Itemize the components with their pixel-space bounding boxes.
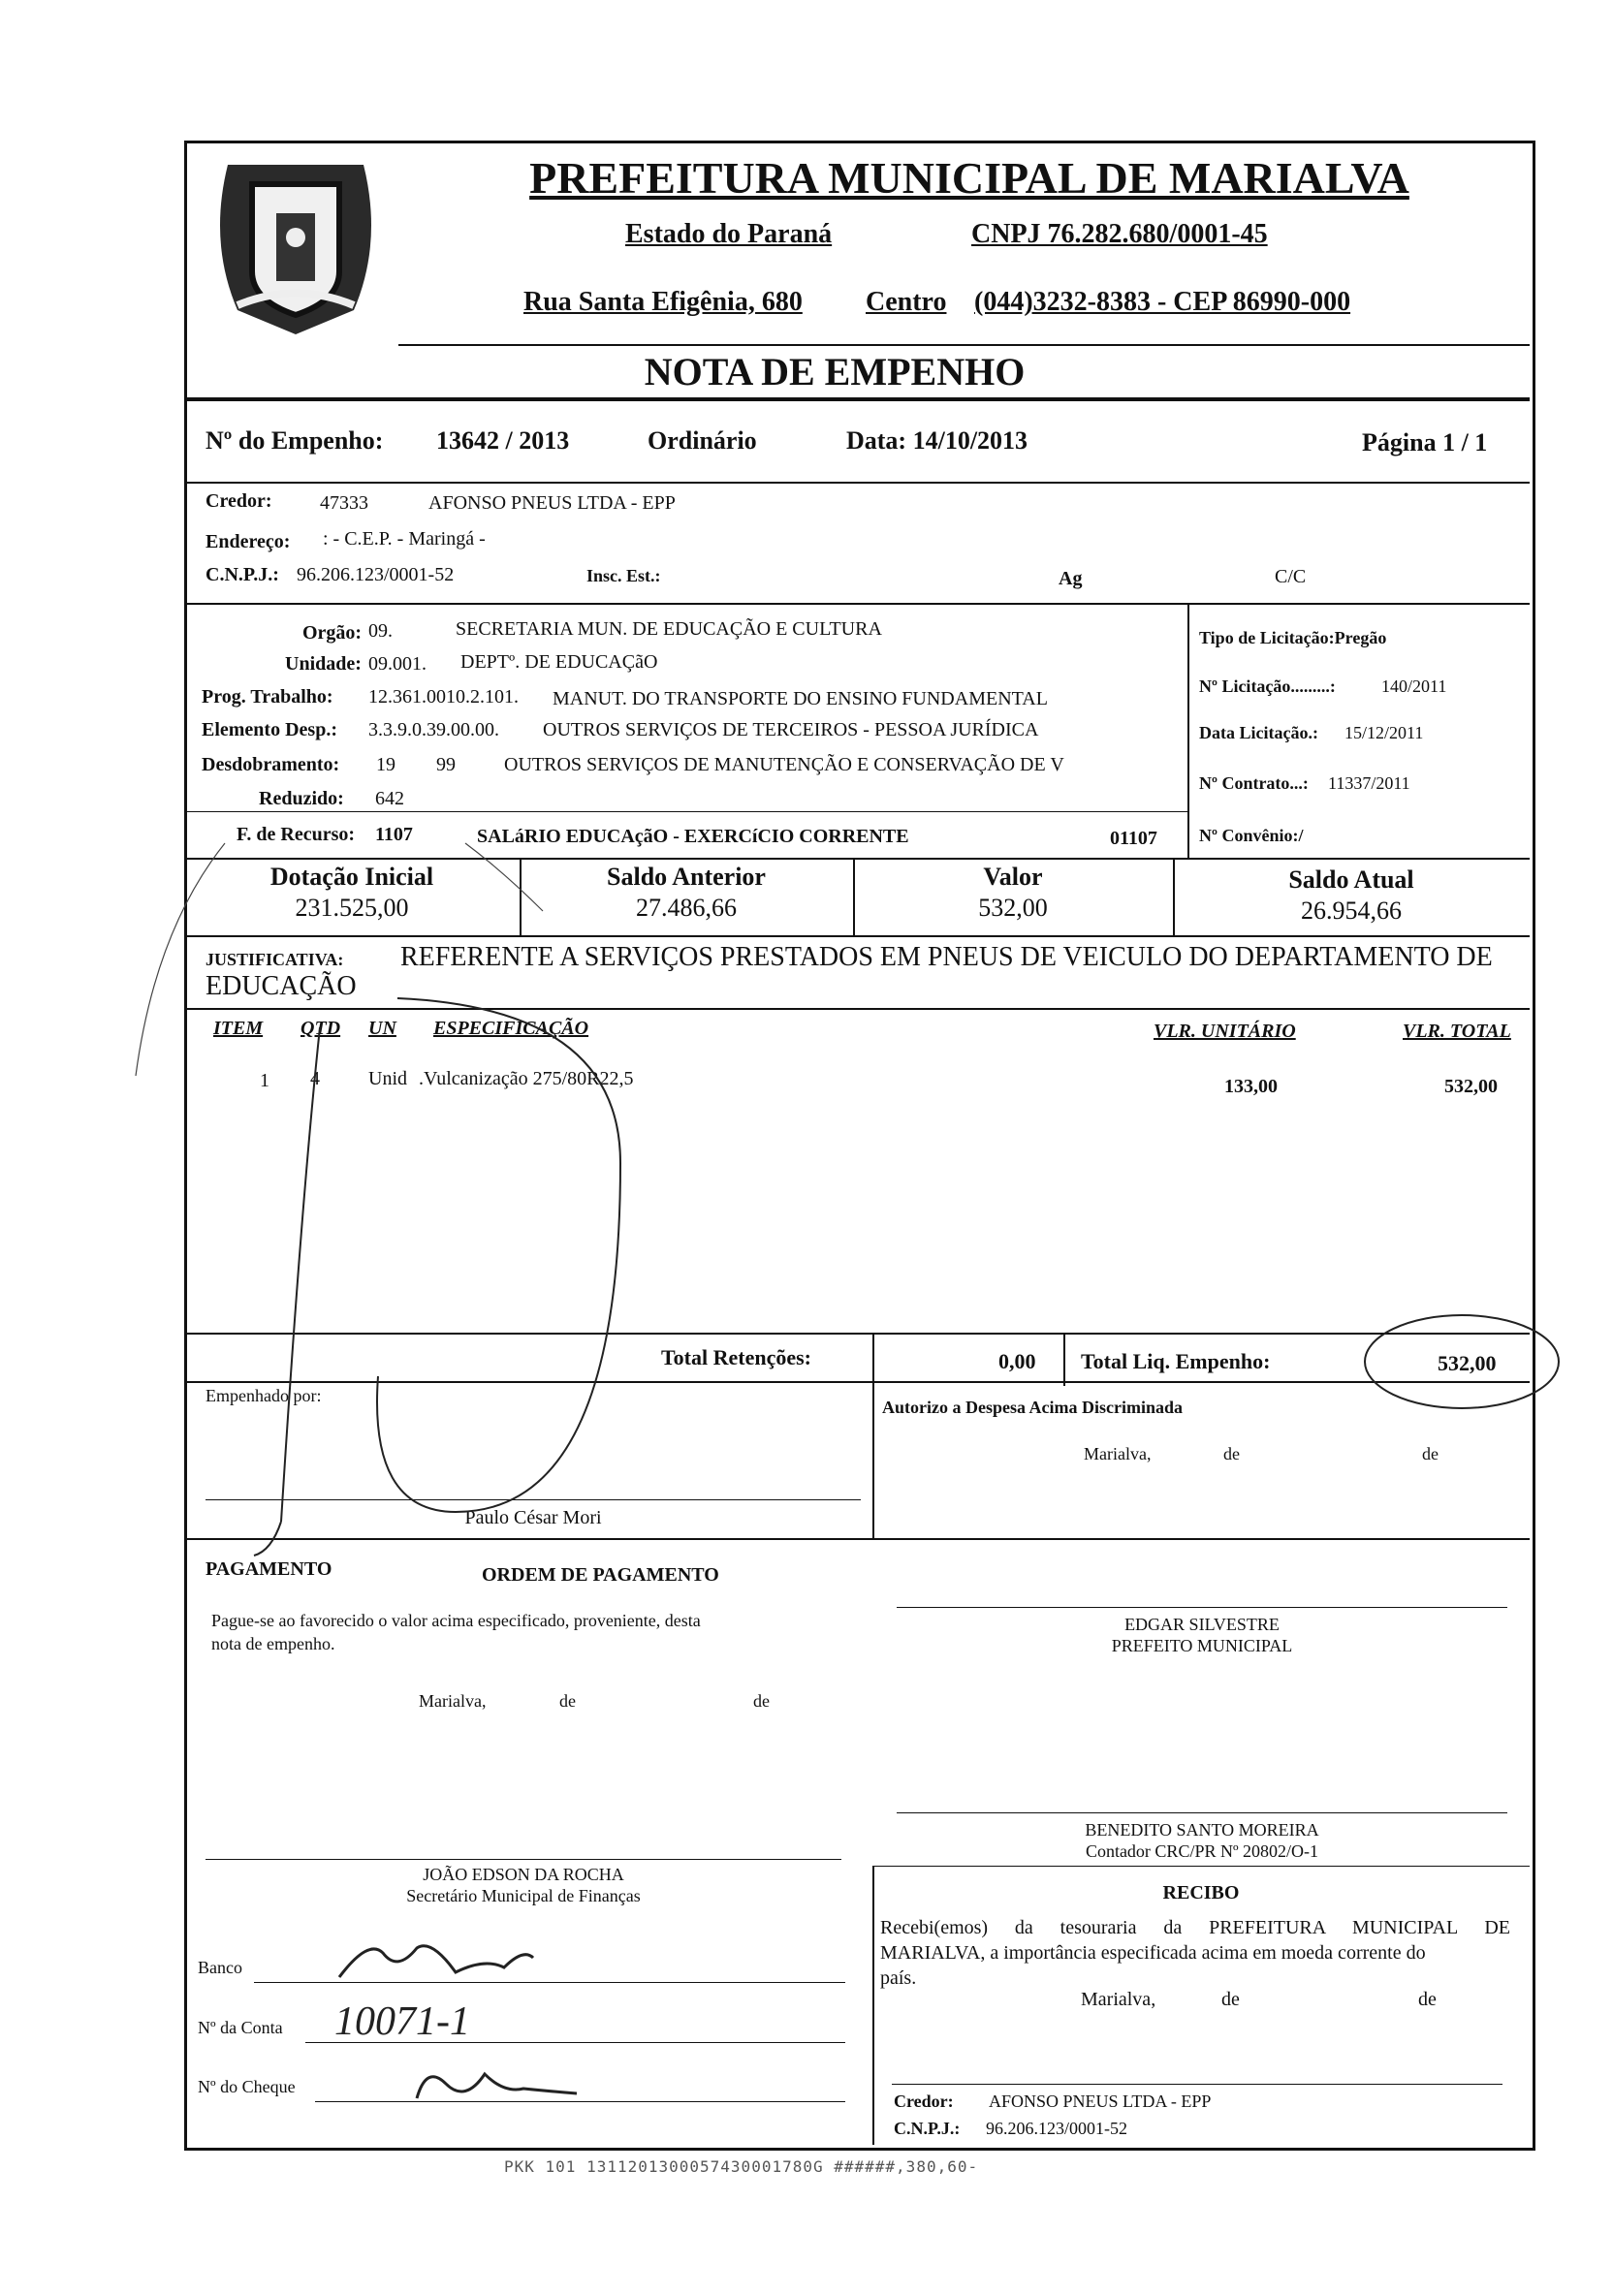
tipo-licitacao: Tipo de Licitação:Pregão bbox=[1199, 628, 1387, 647]
total-retencoes-value: 0,00 bbox=[998, 1349, 1036, 1373]
header-cnpj: CNPJ 76.282.680/0001-45 bbox=[971, 219, 1268, 249]
prog-code: 12.361.0010.2.101. bbox=[368, 686, 519, 708]
convenio: Nº Convênio:/ bbox=[1199, 826, 1304, 845]
col-qtd: QTD bbox=[300, 1018, 341, 1039]
doc-title: NOTA DE EMPENHO bbox=[644, 350, 1026, 393]
recibo-label: RECIBO bbox=[1162, 1882, 1240, 1903]
elemento-name: OUTROS SERVIÇOS DE TERCEIROS - PESSOA JURÍDICA bbox=[543, 719, 1039, 740]
unidade-code: 09.001. bbox=[368, 653, 427, 675]
empenhado-label: Empenhado por: bbox=[206, 1386, 322, 1405]
recibo-cnpj-label: C.N.P.J.: bbox=[894, 2119, 961, 2138]
reduzido-value: 642 bbox=[375, 788, 404, 809]
pague-line1: Pague-se ao favorecido o valor acima especificado, proveniente, desta bbox=[211, 1611, 701, 1630]
row-item: 1 bbox=[260, 1070, 269, 1091]
header-phone-cep: (044)3232-8383 - CEP 86990-000 bbox=[974, 287, 1351, 317]
pagamento-city: Marialva, bbox=[419, 1691, 487, 1711]
autorizo-text: Autorizo a Despesa Acima Discriminada bbox=[882, 1398, 1183, 1417]
prog-name: MANUT. DO TRANSPORTE DO ENSINO FUNDAMENTAL bbox=[553, 688, 1048, 709]
desdob-name: OUTROS SERVIÇOS DE MANUTENÇÃO E CONSERVAÇÃO DE V bbox=[504, 754, 1064, 775]
recurso-label: F. de Recurso: bbox=[237, 824, 356, 845]
banco-label: Banco bbox=[198, 1958, 242, 1977]
insc-est-label: Insc. Est.: bbox=[586, 566, 661, 585]
row-spec: .Vulcanização 275/80R22,5 bbox=[419, 1068, 634, 1089]
row-total-value: 532,00 bbox=[1444, 1076, 1498, 1097]
credor-cnpj-label: C.N.P.J.: bbox=[206, 564, 279, 585]
desdob-code1: 19 bbox=[376, 754, 395, 775]
total-liquido-value: 532,00 bbox=[1438, 1351, 1497, 1375]
header-state: Estado do Paraná bbox=[625, 219, 833, 249]
header-title: PREFEITURA MUNICIPAL DE MARIALVA bbox=[529, 153, 1409, 203]
credor-name: AFONSO PNEUS LTDA - EPP bbox=[428, 492, 676, 514]
dotacao-label: Dotação Inicial bbox=[269, 863, 434, 891]
header-district: Centro bbox=[866, 287, 947, 317]
conta-label: Nº da Conta bbox=[198, 2018, 283, 2037]
recurso-code2: 01107 bbox=[1110, 828, 1157, 849]
desdob-label: Desdobramento: bbox=[202, 754, 340, 775]
recibo-line2: MARIALVA, a importância especificada acima em moeda corrente do bbox=[880, 1942, 1426, 1964]
saldo-atual-value: 26.954,66 bbox=[1301, 896, 1402, 925]
prefeito-role: PREFEITO MUNICIPAL bbox=[1111, 1636, 1293, 1655]
reduzido-label: Reduzido: bbox=[259, 788, 344, 809]
empenho-page: Página 1 / 1 bbox=[1362, 428, 1488, 456]
pagamento-de-2: de bbox=[753, 1691, 770, 1711]
cc-label: C/C bbox=[1275, 566, 1307, 587]
empenho-number-label: Nº do Empenho: bbox=[206, 426, 384, 455]
licitacao-date: 15/12/2011 bbox=[1344, 723, 1424, 742]
empenho-number: 13642 / 2013 bbox=[436, 426, 570, 455]
dotacao-value: 231.525,00 bbox=[295, 894, 409, 922]
recibo-de-1: de bbox=[1221, 1989, 1240, 2010]
recibo-line3: país. bbox=[880, 1967, 917, 1989]
col-item: ITEM bbox=[213, 1018, 264, 1039]
row-unit-value: 133,00 bbox=[1224, 1076, 1278, 1097]
prog-label: Prog. Trabalho: bbox=[202, 686, 333, 708]
contador-role: Contador CRC/PR Nº 20802/O-1 bbox=[1085, 1841, 1319, 1861]
pagamento-label: PAGAMENTO bbox=[206, 1558, 332, 1580]
elemento-code: 3.3.9.0.39.00.00. bbox=[368, 719, 499, 740]
orgao-name: SECRETARIA MUN. DE EDUCAÇÃO E CULTURA bbox=[456, 618, 882, 640]
cheque-label: Nº do Cheque bbox=[198, 2077, 296, 2096]
contrato-label: Nº Contrato...: bbox=[1199, 773, 1309, 793]
recibo-credor-name: AFONSO PNEUS LTDA - EPP bbox=[989, 2092, 1212, 2111]
footer-code: PKK 101 1311201300057430001780G ######,380,60- bbox=[504, 2157, 979, 2176]
contador-name: BENEDITO SANTO MOREIRA bbox=[1085, 1820, 1319, 1840]
credor-code: 47333 bbox=[320, 492, 368, 514]
saldo-anterior-label: Saldo Anterior bbox=[607, 863, 766, 891]
autorizo-city: Marialva, bbox=[1084, 1444, 1152, 1463]
secretario-role: Secretário Municipal de Finanças bbox=[406, 1886, 641, 1905]
orgao-label: Orgão: bbox=[302, 622, 363, 644]
col-un: UN bbox=[368, 1018, 396, 1039]
header-street: Rua Santa Efigênia, 680 bbox=[523, 287, 803, 317]
empenho-type: Ordinário bbox=[648, 426, 757, 455]
ag-label: Ag bbox=[1059, 568, 1083, 589]
row-qtd: 4 bbox=[310, 1068, 320, 1089]
credor-cnpj: 96.206.123/0001-52 bbox=[297, 564, 455, 585]
autorizo-de-2: de bbox=[1422, 1444, 1439, 1463]
saldo-atual-label: Saldo Atual bbox=[1288, 865, 1414, 894]
row-un: Unid bbox=[368, 1068, 407, 1089]
empenho-date: Data: 14/10/2013 bbox=[846, 426, 1028, 455]
ordem-pagamento-label: ORDEM DE PAGAMENTO bbox=[482, 1564, 719, 1586]
address-value: : - C.E.P. - Maringá - bbox=[323, 528, 486, 550]
recurso-name: SALáRIO EDUCAçãO - EXERCíCIO CORRENTE bbox=[477, 826, 909, 847]
col-spec: ESPECIFICAÇÃO bbox=[433, 1018, 589, 1039]
justificativa-line2: EDUCAÇÃO bbox=[206, 971, 357, 1001]
unidade-name: DEPTº. DE EDUCAÇãO bbox=[460, 651, 658, 673]
total-liquido-label: Total Liq. Empenho: bbox=[1081, 1349, 1271, 1373]
recibo-cnpj: 96.206.123/0001-52 bbox=[986, 2119, 1127, 2138]
autorizo-de-1: de bbox=[1223, 1444, 1240, 1463]
elemento-label: Elemento Desp.: bbox=[202, 719, 337, 740]
valor-label: Valor bbox=[983, 863, 1043, 891]
recibo-credor-label: Credor: bbox=[894, 2092, 954, 2111]
desdob-code2: 99 bbox=[436, 754, 456, 775]
licitacao-number-label: Nº Licitação.........: bbox=[1199, 676, 1336, 696]
valor-value: 532,00 bbox=[978, 894, 1048, 922]
justificativa-line1: REFERENTE A SERVIÇOS PRESTADOS EM PNEUS DE VEICULO DO DEPARTAMENTO DE bbox=[400, 942, 1493, 972]
total-retencoes-label: Total Retenções: bbox=[661, 1345, 811, 1369]
recibo-de-2: de bbox=[1418, 1989, 1437, 2010]
prefeito-name: EDGAR SILVESTRE bbox=[1124, 1615, 1280, 1634]
justificativa-label: JUSTIFICATIVA: bbox=[206, 950, 344, 969]
secretario-name: JOÃO EDSON DA ROCHA bbox=[423, 1865, 624, 1884]
address-label: Endereço: bbox=[206, 531, 291, 552]
col-unit-value: VLR. UNITÁRIO bbox=[1154, 1021, 1296, 1042]
licitacao-number: 140/2011 bbox=[1381, 676, 1447, 696]
recurso-code: 1107 bbox=[375, 824, 413, 845]
saldo-anterior-value: 27.486,66 bbox=[636, 894, 737, 922]
unidade-label: Unidade: bbox=[285, 653, 362, 675]
empenhado-name: Paulo César Mori bbox=[464, 1507, 602, 1528]
credor-label: Credor: bbox=[206, 490, 272, 512]
contrato-number: 11337/2011 bbox=[1328, 773, 1410, 793]
pague-line2: nota de empenho. bbox=[211, 1634, 335, 1653]
recibo-line1: Recebi(emos) da tesouraria da PREFEITURA MUNICIPAL DE bbox=[880, 1917, 1510, 1938]
licitacao-date-label: Data Licitação.: bbox=[1199, 723, 1318, 742]
conta-handwritten: 10071-1 bbox=[334, 1999, 470, 2044]
orgao-code: 09. bbox=[368, 620, 393, 642]
col-total-value: VLR. TOTAL bbox=[1403, 1021, 1511, 1042]
recibo-city: Marialva, bbox=[1081, 1989, 1156, 2010]
pagamento-de-1: de bbox=[559, 1691, 576, 1711]
